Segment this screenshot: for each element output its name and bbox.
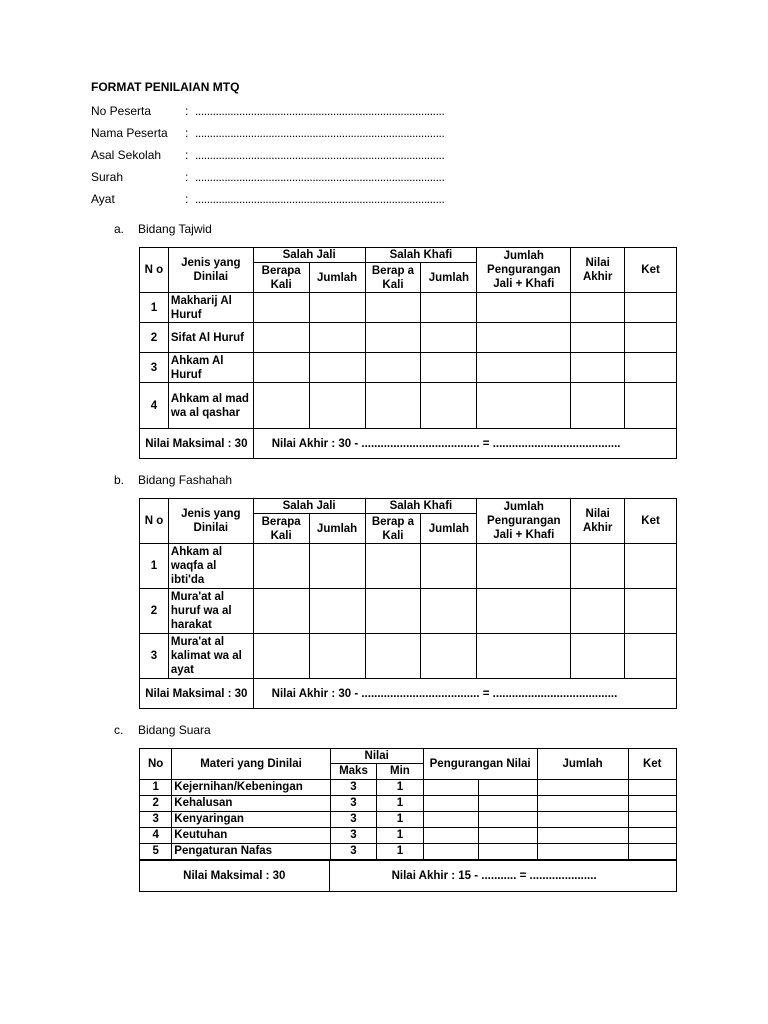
section-marker: b. <box>114 473 125 487</box>
table-row <box>140 780 677 796</box>
header-jumlah: Jumlah <box>537 749 628 780</box>
row-materi: Kenyaringan <box>172 812 330 828</box>
empty-cell[interactable] <box>421 589 477 634</box>
header-jenis: Jenis yang Dinilai <box>168 248 253 293</box>
header-no: No <box>140 749 172 780</box>
row-no: 2 <box>140 796 172 812</box>
row-no: 1 <box>140 780 172 796</box>
empty-cell[interactable] <box>571 589 625 634</box>
empty-cell[interactable] <box>421 323 477 353</box>
empty-cell[interactable] <box>253 634 309 679</box>
empty-cell[interactable] <box>479 796 538 812</box>
empty-cell[interactable] <box>625 634 677 679</box>
row-jenis: Mura'at al kalimat wa al ayat <box>168 634 253 679</box>
tajwid-table <box>139 247 677 459</box>
table-footer-row <box>140 429 677 459</box>
empty-cell[interactable] <box>625 353 677 383</box>
row-no: 1 <box>140 293 169 323</box>
field-colon: : <box>185 170 189 184</box>
empty-cell[interactable] <box>421 634 477 679</box>
section-name: Bidang Suara <box>138 723 211 737</box>
row-jenis: Ahkam al waqfa al ibti'da <box>168 544 253 589</box>
empty-cell[interactable] <box>309 544 365 589</box>
empty-cell[interactable] <box>365 353 421 383</box>
field-colon: : <box>185 104 189 118</box>
row-min: 1 <box>377 780 423 796</box>
row-no: 1 <box>140 544 169 589</box>
empty-cell[interactable] <box>537 780 628 796</box>
row-min: 1 <box>377 828 423 844</box>
suara-footer-table <box>139 860 677 892</box>
row-maks: 3 <box>330 796 376 812</box>
header-jumlah-pengurangan: Jumlah Pengurangan Jali + Khafi <box>477 499 571 544</box>
empty-cell[interactable] <box>628 828 677 844</box>
footer-nilai-maksimal: Nilai Maksimal : 30 <box>140 861 330 892</box>
field-label: Asal Sekolah <box>91 148 162 162</box>
section-name: Bidang Fashahah <box>138 473 233 487</box>
row-maks: 3 <box>330 828 376 844</box>
table-row <box>140 828 677 844</box>
empty-cell[interactable] <box>625 589 677 634</box>
header-jenis: Jenis yang Dinilai <box>168 499 253 544</box>
header-salah-jali: Salah Jali <box>253 499 365 514</box>
footer-nilai-akhir: Nilai Akhir : 15 - ........... = ..................... <box>329 861 676 892</box>
header-jumlah: Jumlah <box>421 263 477 293</box>
footer-nilai-akhir: Nilai Akhir : 30 - ..................................... = ........................................ <box>253 429 676 459</box>
empty-cell[interactable] <box>628 780 677 796</box>
empty-cell[interactable] <box>309 634 365 679</box>
field-no-peserta <box>91 104 511 120</box>
empty-cell[interactable] <box>537 812 628 828</box>
header-jumlah: Jumlah <box>309 263 365 293</box>
empty-cell[interactable] <box>625 293 677 323</box>
fashahah-table <box>139 498 677 709</box>
table-row <box>140 353 677 383</box>
empty-cell[interactable] <box>628 844 677 860</box>
row-maks: 3 <box>330 780 376 796</box>
row-min: 1 <box>377 812 423 828</box>
empty-cell[interactable] <box>628 812 677 828</box>
empty-cell[interactable] <box>365 634 421 679</box>
table-row <box>140 383 677 429</box>
empty-cell[interactable] <box>253 383 309 429</box>
empty-cell[interactable] <box>421 353 477 383</box>
field-label: Surah <box>91 170 124 184</box>
empty-cell[interactable] <box>309 293 365 323</box>
empty-cell[interactable] <box>309 353 365 383</box>
header-berapa-kali: Berap a Kali <box>365 263 421 293</box>
empty-cell[interactable] <box>537 796 628 812</box>
footer-nilai-maksimal: Nilai Maksimal : 30 <box>140 429 254 459</box>
row-no: 3 <box>140 634 169 679</box>
empty-cell[interactable] <box>423 780 479 796</box>
document-title: FORMAT PENILAIAN MTQ <box>91 80 240 94</box>
empty-cell[interactable] <box>423 796 479 812</box>
suara-table <box>139 748 677 860</box>
header-berapa-kali: Berapa Kali <box>253 514 309 544</box>
empty-cell[interactable] <box>537 844 628 860</box>
empty-cell[interactable] <box>477 323 571 353</box>
empty-cell[interactable] <box>477 544 571 589</box>
header-materi: Materi yang Dinilai <box>172 749 330 780</box>
table-row <box>140 323 677 353</box>
table-row <box>140 634 677 679</box>
field-surah <box>91 170 511 186</box>
row-maks: 3 <box>330 812 376 828</box>
empty-cell[interactable] <box>479 812 538 828</box>
field-colon: : <box>185 126 189 140</box>
empty-cell[interactable] <box>253 589 309 634</box>
field-nama-peserta <box>91 126 511 142</box>
field-dots: ..................................................................................... <box>195 170 445 184</box>
empty-cell[interactable] <box>253 293 309 323</box>
row-materi: Keutuhan <box>172 828 330 844</box>
empty-cell[interactable] <box>477 589 571 634</box>
header-pengurangan: Pengurangan Nilai <box>423 749 537 780</box>
header-jumlah: Jumlah <box>309 514 365 544</box>
empty-cell[interactable] <box>625 383 677 429</box>
row-jenis: Ahkam Al Huruf <box>168 353 253 383</box>
row-no: 4 <box>140 828 172 844</box>
empty-cell[interactable] <box>423 844 479 860</box>
table-row <box>140 544 677 589</box>
empty-cell[interactable] <box>477 353 571 383</box>
row-maks: 3 <box>330 844 376 860</box>
header-nilai-akhir: Nilai Akhir <box>571 499 625 544</box>
empty-cell[interactable] <box>309 589 365 634</box>
table-row <box>140 844 677 860</box>
table-row <box>140 293 677 323</box>
row-no: 3 <box>140 353 169 383</box>
header-jumlah: Jumlah <box>421 514 477 544</box>
header-berapa-kali: Berap a Kali <box>365 514 421 544</box>
empty-cell[interactable] <box>365 323 421 353</box>
empty-cell[interactable] <box>571 634 625 679</box>
empty-cell[interactable] <box>571 293 625 323</box>
row-no: 5 <box>140 844 172 860</box>
empty-cell[interactable] <box>479 780 538 796</box>
field-dots: ..................................................................................... <box>195 126 445 140</box>
empty-cell[interactable] <box>309 383 365 429</box>
empty-cell[interactable] <box>365 589 421 634</box>
field-asal-sekolah <box>91 148 511 164</box>
section-marker: c. <box>114 723 124 737</box>
row-min: 1 <box>377 844 423 860</box>
row-no: 2 <box>140 323 169 353</box>
table-footer-row <box>140 679 677 709</box>
header-nilai: Nilai <box>330 749 423 764</box>
empty-cell[interactable] <box>423 812 479 828</box>
header-no: N o <box>140 248 169 293</box>
row-no: 4 <box>140 383 169 429</box>
header-ket: Ket <box>625 248 677 293</box>
empty-cell[interactable] <box>537 828 628 844</box>
field-label: Nama Peserta <box>91 126 168 140</box>
header-ket: Ket <box>625 499 677 544</box>
footer-nilai-akhir: Nilai Akhir : 30 - ..................................... = ....................................... <box>253 679 676 709</box>
header-no: N o <box>140 499 169 544</box>
empty-cell[interactable] <box>571 544 625 589</box>
row-materi: Kehalusan <box>172 796 330 812</box>
row-no: 3 <box>140 812 172 828</box>
field-colon: : <box>185 148 189 162</box>
section-marker: a. <box>114 222 125 236</box>
empty-cell[interactable] <box>421 293 477 323</box>
row-materi: Kejernihan/Kebeningan <box>172 780 330 796</box>
header-berapa-kali: Berapa Kali <box>253 263 309 293</box>
field-label: No Peserta <box>91 104 152 118</box>
row-materi: Pengaturan Nafas <box>172 844 330 860</box>
header-salah-jali: Salah Jali <box>253 248 365 263</box>
row-jenis: Sifat Al Huruf <box>168 323 253 353</box>
empty-cell[interactable] <box>309 323 365 353</box>
footer-nilai-maksimal: Nilai Maksimal : 30 <box>140 679 254 709</box>
empty-cell[interactable] <box>421 383 477 429</box>
field-ayat <box>91 192 511 208</box>
empty-cell[interactable] <box>479 828 538 844</box>
field-dots: ..................................................................................... <box>195 104 445 118</box>
row-min: 1 <box>377 796 423 812</box>
table-row <box>140 812 677 828</box>
header-jumlah-pengurangan: Jumlah Pengurangan Jali + Khafi <box>477 248 571 293</box>
header-salah-khafi: Salah Khafi <box>365 499 477 514</box>
empty-cell[interactable] <box>253 323 309 353</box>
empty-cell[interactable] <box>477 293 571 323</box>
empty-cell[interactable] <box>571 353 625 383</box>
empty-cell[interactable] <box>421 544 477 589</box>
empty-cell[interactable] <box>571 383 625 429</box>
empty-cell[interactable] <box>479 844 538 860</box>
field-dots: ..................................................................................... <box>195 148 445 162</box>
empty-cell[interactable] <box>571 323 625 353</box>
section-name: Bidang Tajwid <box>138 222 212 236</box>
row-no: 2 <box>140 589 169 634</box>
empty-cell[interactable] <box>365 383 421 429</box>
field-colon: : <box>185 192 189 206</box>
empty-cell[interactable] <box>365 544 421 589</box>
empty-cell[interactable] <box>477 383 571 429</box>
empty-cell[interactable] <box>628 796 677 812</box>
empty-cell[interactable] <box>253 353 309 383</box>
empty-cell[interactable] <box>423 828 479 844</box>
header-ket: Ket <box>628 749 677 780</box>
header-min: Min <box>377 764 423 780</box>
row-jenis: Makharij Al Huruf <box>168 293 253 323</box>
row-jenis: Ahkam al mad wa al qashar <box>168 383 253 429</box>
field-label: Ayat <box>91 192 115 206</box>
field-dots: ..................................................................................... <box>195 192 445 206</box>
header-salah-khafi: Salah Khafi <box>365 248 477 263</box>
empty-cell[interactable] <box>477 634 571 679</box>
header-maks: Maks <box>330 764 376 780</box>
header-nilai-akhir: Nilai Akhir <box>571 248 625 293</box>
empty-cell[interactable] <box>625 323 677 353</box>
table-row <box>140 589 677 634</box>
empty-cell[interactable] <box>365 293 421 323</box>
table-row <box>140 796 677 812</box>
row-jenis: Mura'at al huruf wa al harakat <box>168 589 253 634</box>
empty-cell[interactable] <box>625 544 677 589</box>
empty-cell[interactable] <box>253 544 309 589</box>
